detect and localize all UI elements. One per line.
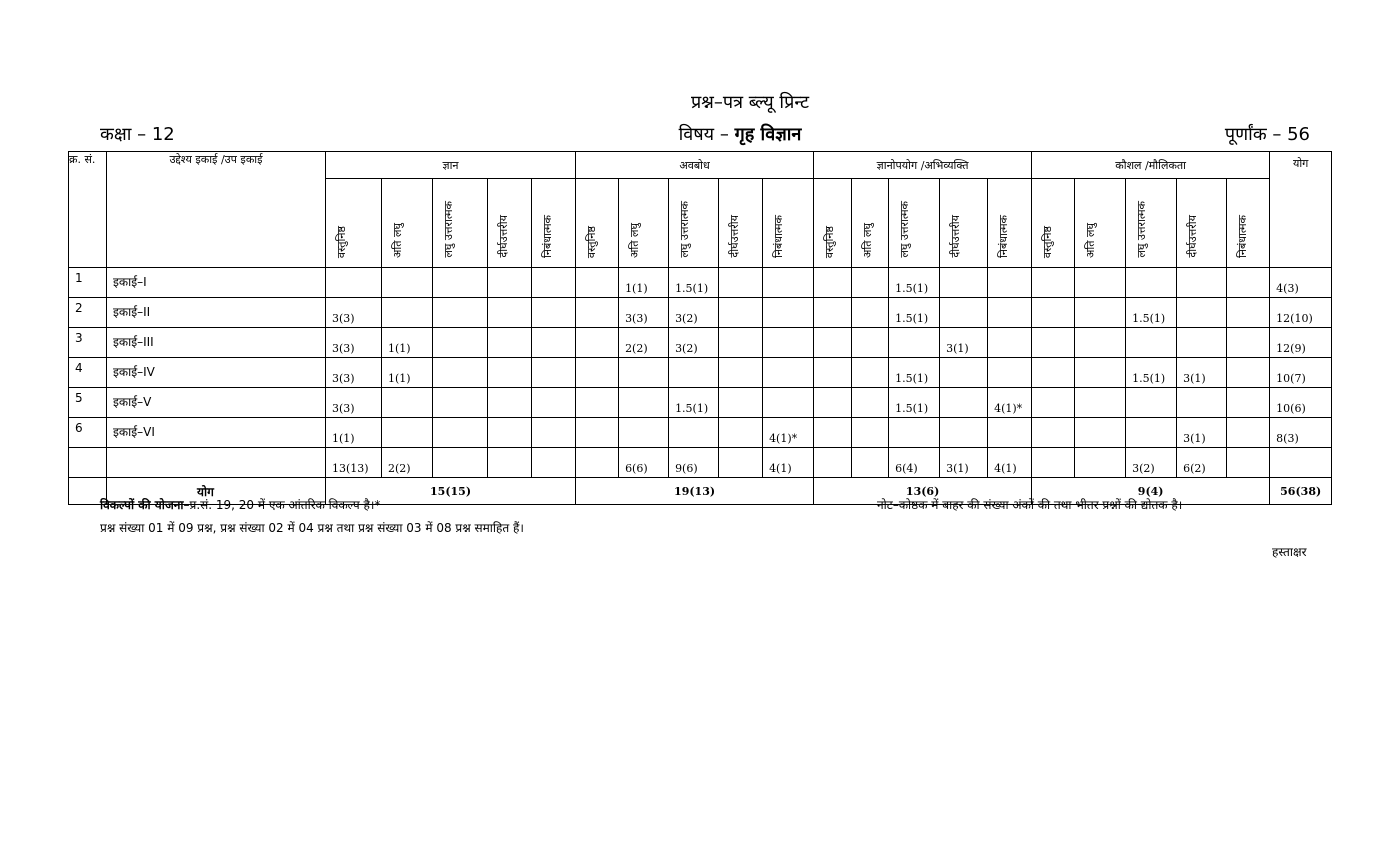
row-cell (1126, 268, 1177, 298)
row-total: 12(10) (1270, 298, 1332, 328)
row-cell (382, 268, 433, 298)
row-cell (532, 268, 576, 298)
row-cell: 6(6) (619, 448, 669, 478)
row-cell (852, 388, 889, 418)
row-cell (814, 388, 852, 418)
row-cell: 4(1)* (763, 418, 814, 448)
table-row (69, 268, 1332, 298)
row-cell (719, 418, 763, 448)
row-cell: 3(1) (940, 448, 988, 478)
row-cell: 3(2) (669, 298, 719, 328)
group-header-gyanopyog: ज्ञानोपयोग /अभिव्यक्ति (814, 152, 1032, 179)
row-cell: 3(2) (669, 328, 719, 358)
row-cell (1126, 418, 1177, 448)
row-cell (326, 268, 382, 298)
table-row (69, 358, 1332, 388)
row-cell (852, 358, 889, 388)
subheader-label: लघु उत्तरात्मक (898, 201, 912, 258)
subheader-cell (852, 179, 889, 268)
row-cell: 6(2) (1177, 448, 1227, 478)
row-cell (433, 268, 488, 298)
row-cell (889, 418, 940, 448)
row-cell (719, 388, 763, 418)
row-cell (940, 358, 988, 388)
row-cell (940, 418, 988, 448)
row-cell (814, 328, 852, 358)
row-cell (1075, 358, 1126, 388)
row-cell (763, 328, 814, 358)
group-header-kaushal: कौशल /मौलिकता (1032, 152, 1270, 179)
row-cell (433, 448, 488, 478)
row-cell (988, 328, 1032, 358)
row-cell: 2(2) (619, 328, 669, 358)
row-cell: 1.5(1) (1126, 358, 1177, 388)
row-cell: 3(2) (1126, 448, 1177, 478)
row-cell (669, 418, 719, 448)
subheader-cell (940, 179, 988, 268)
subheader-cell (326, 179, 382, 268)
subheader-label: दीर्घउत्तरीय (1186, 215, 1200, 258)
row-cell (814, 298, 852, 328)
group-header-avabodh: अवबोध (576, 152, 814, 179)
group-header-total: योग (1270, 152, 1332, 268)
class-label: कक्षा – 12 (100, 124, 175, 145)
table-row (69, 328, 1332, 358)
question-count-note: प्रश्न संख्या 01 में 09 प्रश्न, प्रश्न संख्या 02 में 04 प्रश्न तथा प्रश्न संख्या 03 में 08 प्रश्न समाहित हैं। (100, 521, 524, 535)
row-cell (576, 388, 619, 418)
row-cell (1227, 268, 1270, 298)
row-cell (1032, 388, 1075, 418)
row-total: 4(3) (1270, 268, 1332, 298)
subheader-label: वस्तुनिष्ठ (823, 225, 837, 258)
row-cell (1075, 268, 1126, 298)
row-cell (940, 268, 988, 298)
row-cell: 1(1) (619, 268, 669, 298)
row-cell: 1.5(1) (889, 358, 940, 388)
row-cell (814, 418, 852, 448)
row-serial: 2 (69, 298, 107, 328)
row-cell (1075, 328, 1126, 358)
row-serial: 3 (69, 328, 107, 358)
row-cell (382, 418, 433, 448)
row-cell (988, 358, 1032, 388)
row-cell (382, 298, 433, 328)
row-cell: 1(1) (382, 358, 433, 388)
table-row (69, 298, 1332, 328)
table-row (69, 388, 1332, 418)
subheader-cell (619, 179, 669, 268)
row-cell (433, 298, 488, 328)
subheader-cell (576, 179, 619, 268)
subheader-label: अति लघु (391, 223, 404, 258)
subheader-cell (1126, 179, 1177, 268)
subheader-label: वस्तुनिष्ठ (1041, 225, 1055, 258)
row-unit: इकाई–II (107, 298, 326, 328)
row-cell (1032, 298, 1075, 328)
subheader-label: निबंधात्मक (541, 215, 554, 258)
subheader-cell (719, 179, 763, 268)
row-cell (988, 418, 1032, 448)
group-total: 15(15) (326, 478, 576, 505)
subheader-cell (1032, 179, 1075, 268)
row-cell (532, 418, 576, 448)
row-cell (1032, 418, 1075, 448)
row-total: 10(6) (1270, 388, 1332, 418)
options-note-text: –प्र.सं. 19, 20 में एक आंतरिक विकल्प है।* (183, 498, 381, 512)
row-cell (1177, 268, 1227, 298)
row-cell (619, 388, 669, 418)
row-cell (1032, 328, 1075, 358)
subheader-label: वस्तुनिष्ठ (335, 225, 348, 258)
row-cell (719, 268, 763, 298)
subheader-cell (433, 179, 488, 268)
subheader-label: दीर्घउत्तरीय (728, 215, 742, 258)
row-cell: 1.5(1) (889, 388, 940, 418)
row-cell (1227, 448, 1270, 478)
table-row (69, 418, 1332, 448)
signature-label: हस्ताक्षर (1272, 545, 1307, 559)
table-row (69, 448, 1332, 478)
row-cell (576, 418, 619, 448)
row-cell: 3(3) (326, 388, 382, 418)
row-cell (1227, 298, 1270, 328)
row-cell (576, 328, 619, 358)
row-cell: 1(1) (382, 328, 433, 358)
row-cell (1227, 388, 1270, 418)
col-unit-header: उद्देश्य इकाई /उप इकाई (107, 152, 326, 268)
row-cell (852, 418, 889, 448)
subheader-label: अति लघु (628, 223, 642, 258)
row-cell: 3(3) (326, 328, 382, 358)
row-unit (107, 448, 326, 478)
row-total: 8(3) (1270, 418, 1332, 448)
subject-label (0, 122, 1400, 146)
row-cell: 1.5(1) (889, 298, 940, 328)
row-cell: 3(1) (1177, 418, 1227, 448)
row-cell (1177, 298, 1227, 328)
row-cell (576, 268, 619, 298)
row-cell (1032, 268, 1075, 298)
bracket-note: नोट–कोष्ठक में बाहर की संख्या अंकों की तथा भीतर प्रश्नों की द्योतक है। (877, 498, 1183, 512)
row-cell (719, 358, 763, 388)
row-cell (1075, 418, 1126, 448)
options-note-bold: विकल्पों की योजना (100, 498, 184, 512)
row-cell (1177, 328, 1227, 358)
row-cell: 1(1) (326, 418, 382, 448)
options-note (100, 496, 380, 513)
subheader-label: अति लघु (1084, 223, 1098, 258)
page-title: प्रश्न–पत्र ब्ल्यू प्रिन्ट (690, 92, 810, 113)
row-cell (719, 298, 763, 328)
subheader-cell (488, 179, 532, 268)
row-cell (619, 358, 669, 388)
row-cell (488, 388, 532, 418)
row-cell (488, 418, 532, 448)
row-cell (532, 328, 576, 358)
row-cell (488, 268, 532, 298)
subheader-label: वस्तुनिष्ठ (585, 225, 599, 258)
row-cell (852, 328, 889, 358)
row-serial: 1 (69, 268, 107, 298)
row-cell (988, 298, 1032, 328)
row-cell (1032, 448, 1075, 478)
col-serial-header: क्र. सं. (69, 152, 107, 268)
row-total: 12(9) (1270, 328, 1332, 358)
totals-label: योग (107, 478, 326, 505)
row-cell: 3(3) (619, 298, 669, 328)
row-cell (719, 448, 763, 478)
row-unit: इकाई–I (107, 268, 326, 298)
subheader-cell (669, 179, 719, 268)
row-cell (488, 448, 532, 478)
subheader-label: दीर्घउत्तरीय (497, 215, 510, 258)
subheader-label: लघु उत्तरात्मक (678, 201, 692, 258)
row-cell (1126, 328, 1177, 358)
row-cell: 1.5(1) (1126, 298, 1177, 328)
row-cell (1032, 358, 1075, 388)
row-cell (1075, 388, 1126, 418)
row-cell: 3(1) (1177, 358, 1227, 388)
row-cell (1227, 328, 1270, 358)
row-cell (382, 388, 433, 418)
subheader-label: लघु उत्तरात्मक (1135, 201, 1149, 258)
row-cell (852, 448, 889, 478)
row-cell (532, 388, 576, 418)
row-cell (488, 298, 532, 328)
group-header-gyan: ज्ञान (326, 152, 576, 179)
row-cell (488, 358, 532, 388)
subject-name: गृह विज्ञान (734, 124, 802, 145)
row-total: 10(7) (1270, 358, 1332, 388)
row-cell (488, 328, 532, 358)
row-unit: इकाई–V (107, 388, 326, 418)
row-unit: इकाई–IV (107, 358, 326, 388)
row-cell (814, 448, 852, 478)
row-cell: 3(3) (326, 298, 382, 328)
subheader-label: निबंधात्मक (772, 215, 786, 258)
row-serial: 6 (69, 418, 107, 448)
row-cell: 1.5(1) (669, 388, 719, 418)
subheader-label: दीर्घउत्तरीय (949, 215, 963, 258)
row-cell (814, 358, 852, 388)
row-cell (532, 298, 576, 328)
row-cell (433, 328, 488, 358)
row-cell: 3(1) (940, 328, 988, 358)
row-cell: 13(13) (326, 448, 382, 478)
group-total: 13(6) (814, 478, 1032, 505)
subheader-cell (382, 179, 433, 268)
row-cell: 4(1)* (988, 388, 1032, 418)
row-cell: 2(2) (382, 448, 433, 478)
grand-total: 56(38) (1270, 478, 1332, 505)
row-cell (852, 268, 889, 298)
row-serial: 4 (69, 358, 107, 388)
row-cell (814, 268, 852, 298)
row-cell (719, 328, 763, 358)
row-cell (1126, 388, 1177, 418)
row-cell: 6(4) (889, 448, 940, 478)
row-cell (763, 268, 814, 298)
row-cell (763, 298, 814, 328)
row-unit: इकाई–VI (107, 418, 326, 448)
subheader-cell (988, 179, 1032, 268)
row-cell (433, 418, 488, 448)
row-cell (532, 358, 576, 388)
row-cell (576, 448, 619, 478)
row-total (1270, 448, 1332, 478)
group-total: 9(4) (1032, 478, 1270, 505)
row-cell: 9(6) (669, 448, 719, 478)
row-cell (433, 388, 488, 418)
row-cell (988, 268, 1032, 298)
blueprint-table (68, 151, 1332, 505)
subject-prefix: विषय – (678, 124, 729, 145)
row-cell (1227, 358, 1270, 388)
subheader-label: लघु उत्तरात्मक (442, 201, 455, 258)
subheader-cell (532, 179, 576, 268)
subheader-cell (889, 179, 940, 268)
row-serial (69, 448, 107, 478)
row-cell (940, 298, 988, 328)
subheader-cell (814, 179, 852, 268)
row-cell (1227, 418, 1270, 448)
row-unit: इकाई–III (107, 328, 326, 358)
row-cell (763, 388, 814, 418)
row-cell (940, 388, 988, 418)
row-cell (576, 298, 619, 328)
subheader-label: अति लघु (861, 223, 875, 258)
subheader-label: निबंधात्मक (1236, 215, 1250, 258)
subheader-cell (1075, 179, 1126, 268)
row-cell: 1.5(1) (669, 268, 719, 298)
row-cell: 4(1) (988, 448, 1032, 478)
group-total: 19(13) (576, 478, 814, 505)
row-cell (1075, 448, 1126, 478)
row-cell: 3(3) (326, 358, 382, 388)
row-cell (1075, 298, 1126, 328)
row-cell: 4(1) (763, 448, 814, 478)
subheader-cell (763, 179, 814, 268)
row-cell: 1.5(1) (889, 268, 940, 298)
max-marks: पूर्णांक – 56 (1224, 124, 1310, 145)
row-cell (619, 418, 669, 448)
row-cell (763, 358, 814, 388)
row-cell (576, 358, 619, 388)
row-cell (433, 358, 488, 388)
row-cell (532, 448, 576, 478)
row-cell (1177, 388, 1227, 418)
subheader-cell (1177, 179, 1227, 268)
subheader-cell (1227, 179, 1270, 268)
row-cell (889, 328, 940, 358)
subheader-label: निबंधात्मक (997, 215, 1011, 258)
row-cell (669, 358, 719, 388)
row-serial: 5 (69, 388, 107, 418)
row-cell (852, 298, 889, 328)
